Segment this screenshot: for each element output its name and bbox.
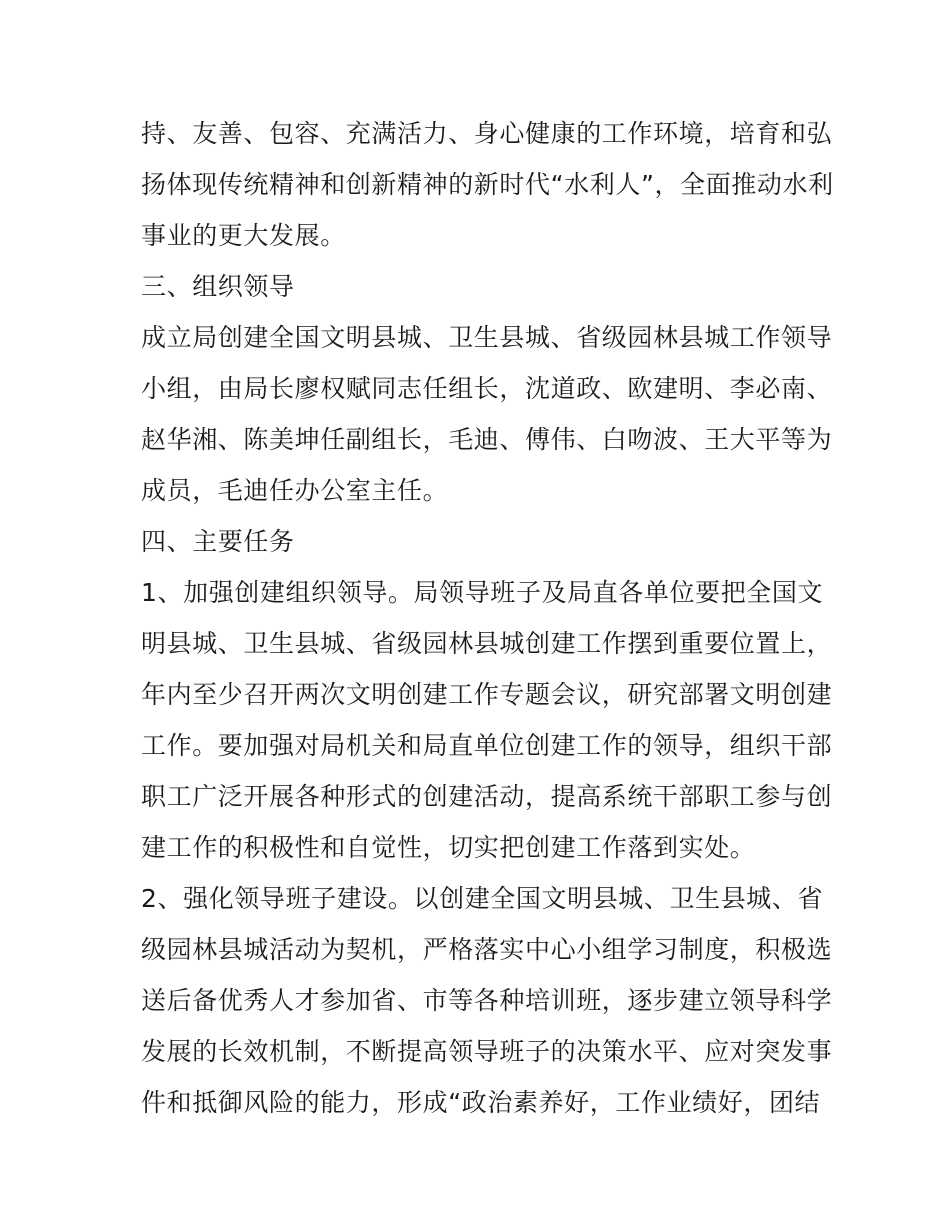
text-line: 建工作的积极性和自觉性，切实把创建工作落到实处。 xyxy=(141,833,756,862)
text-line: 持、友善、包容、充满活力、身心健康的工作环境，培育和弘 xyxy=(141,119,833,148)
section-heading: 三、组织领导 xyxy=(141,272,295,301)
text-line: 2、强化领导班子建设。以创建全国文明县城、卫生县城、省 xyxy=(141,884,824,913)
text-line: 级园林县城活动为契机，严格落实中心小组学习制度，积极选 xyxy=(141,935,833,964)
text-line: 成立局创建全国文明县城、卫生县城、省级园林县城工作领导 xyxy=(141,323,833,352)
text-line: 小组，由局长廖权赋同志任组长，沈道政、欧建明、李必南、 xyxy=(141,374,833,403)
text-line: 工作。要加强对局机关和局直单位创建工作的领导，组织干部 xyxy=(141,731,833,760)
text-line: 赵华湘、陈美坤任副组长，毛迪、傅伟、白吻波、王大平等为 xyxy=(141,425,833,454)
text-line: 扬体现传统精神和创新精神的新时代“水利人”，全面推动水利 xyxy=(141,170,834,199)
text-line: 明县城、卫生县城、省级园林县城创建工作摆到重要位置上， xyxy=(141,629,833,658)
text-line: 年内至少召开两次文明创建工作专题会议，研究部署文明创建 xyxy=(141,680,833,709)
text-line: 1、加强创建组织领导。局领导班子及局直各单位要把全国文 xyxy=(141,578,824,607)
text-line: 件和抵御风险的能力，形成“政治素养好，工作业绩好，团结 xyxy=(141,1088,821,1117)
section-heading: 四、主要任务 xyxy=(141,527,295,556)
text-line: 职工广泛开展各种形式的创建活动，提高系统干部职工参与创 xyxy=(141,782,833,811)
text-line: 成员，毛迪任办公室主任。 xyxy=(141,476,449,505)
text-line: 发展的长效机制，不断提高领导班子的决策水平、应对突发事 xyxy=(141,1037,833,1066)
text-line: 送后备优秀人才参加省、市等各种培训班，逐步建立领导科学 xyxy=(141,986,833,1015)
document-body xyxy=(141,108,834,1128)
text-line: 事业的更大发展。 xyxy=(141,221,346,250)
